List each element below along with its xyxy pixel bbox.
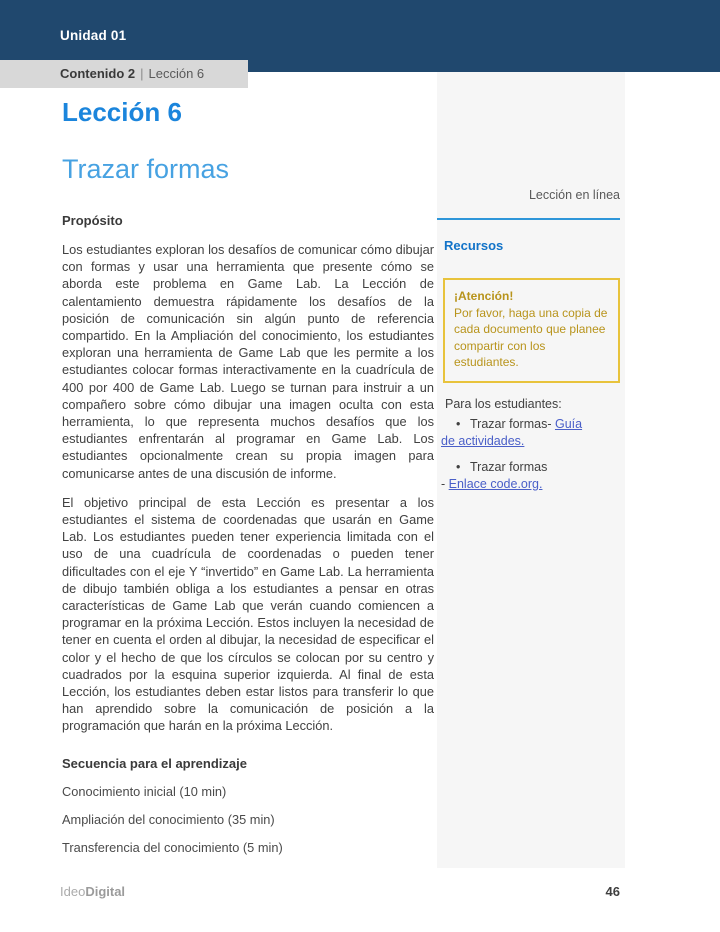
resource-label: Trazar formas- (470, 417, 555, 431)
sequence-item-initial: Conocimiento inicial (10 min) (62, 783, 227, 799)
students-heading: Para los estudiantes: (445, 397, 562, 411)
attention-body: Por favor, haga una copia de cada documento que planee compartir con los estudiantes. (454, 305, 608, 369)
bullet-icon: • (456, 460, 461, 474)
breadcrumb-content: Contenido 2 (60, 66, 136, 81)
resource-label: Trazar formas (470, 460, 548, 474)
brand-light: Ideo (60, 884, 86, 899)
brand-logo (60, 884, 125, 899)
brand-bold: Digital (85, 884, 126, 899)
student-resources-list (437, 416, 619, 492)
page-number: 46 (605, 884, 620, 899)
purpose-paragraph-1: Los estudiantes exploran los desafíos de comunicar cómo dibujar con formas y usar una herramienta que presente cómo se aborda este problema en Game Lab. La Lección de calentamiento demuestra rápidamente los desafíos de la posición de comunicación sin algún punto de referencia compartido. En la Ampliación del conocimiento, los estudiantes exploran una herramienta de Game Lab que les permite a los estudiantes colocar formas interactivamente en la cuadrícula de 400 por 400 de Game Lab. Luego se turnan para instruir a un compañero sobre cómo dibujar una imagen oculta con esta herramienta, lo que representa muchos desafíos que los estudiantes enfrentarán al programar en Game Lab. Los estudiantes opcionalmente crean su propia imagen para comunicarse antes de una discusión de informe. (62, 242, 434, 481)
sidebar-divider (437, 218, 620, 220)
sequence-item-expansion: Ampliación del conocimiento (35 min) (62, 811, 275, 827)
purpose-paragraph-2: El objetivo principal de esta Lección es presentar a los estudiantes el sistema de coordenadas que usarán en Game Lab. Los estudiantes pueden tener experiencia limitada con el uso de una cuadrícula de coordenadas o pueden tener dificultades con el eje Y “invertido” en Game Lab. La herramienta de dibujo también obliga a los estudiantes a pensar en otras características de Game Lab que verán cuando comiencen a programar en la próxima Lección. Estos incluyen la necesidad de tener en cuenta el orden al dibujar, la necesidad de especificar el color y el hecho de que los círculos se colocan por su centro y cuadrados por la esquina superior izquierda. Al final de esta Lección, los estudiantes deben estar listos para transferir lo que han aprendido sobre la comunicación de posición a la programación que harán en la próxima Lección. (62, 494, 434, 734)
unit-label: Unidad 01 (60, 28, 127, 43)
page-title: Lección 6 (62, 97, 182, 127)
list-item (437, 459, 619, 492)
breadcrumb-separator: | (140, 66, 144, 81)
resources-sidebar (437, 72, 625, 868)
page-subtitle: Trazar formas (62, 154, 230, 184)
resources-heading: Recursos (444, 238, 504, 253)
link-dash-prefix: - (441, 476, 449, 491)
breadcrumb-lesson: Lección 6 (148, 66, 205, 81)
sequence-item-transfer: Transferencia del conocimiento (5 min) (62, 840, 283, 856)
lesson-mode-label: Lección en línea (528, 188, 620, 202)
bullet-icon: • (456, 417, 461, 431)
activity-guide-link[interactable]: Guía (554, 417, 583, 431)
sequence-heading: Secuencia para el aprendizaje (62, 755, 247, 771)
attention-box (443, 278, 620, 383)
purpose-heading: Propósito (62, 213, 123, 228)
lesson-main-column (62, 96, 434, 856)
activity-guide-link-continued[interactable]: de actividades. (441, 433, 525, 448)
list-item (437, 416, 619, 449)
codeorg-link[interactable]: Enlace code.org. (448, 476, 543, 491)
attention-title: ¡Atención! (454, 289, 514, 303)
breadcrumb (0, 60, 248, 88)
